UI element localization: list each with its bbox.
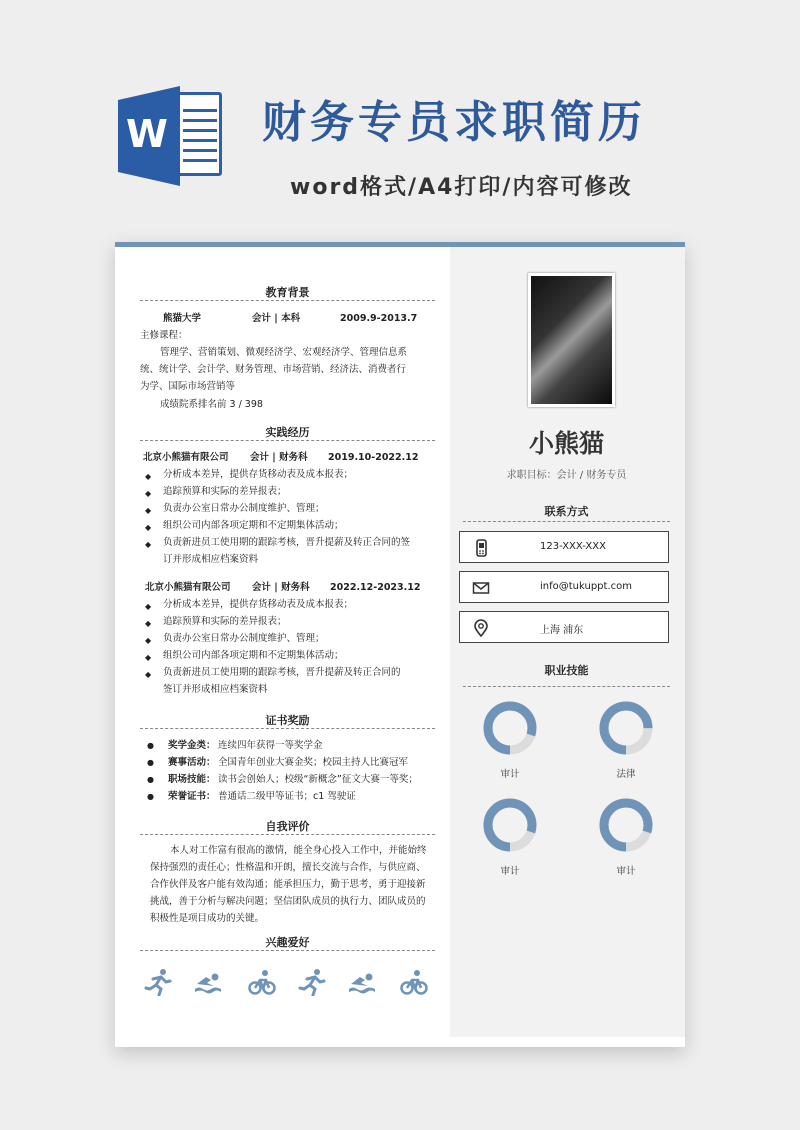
school-name: 熊猫大学 (163, 313, 202, 324)
divider (463, 686, 670, 687)
skill-label: 法律 (616, 769, 636, 780)
profile-objective: 求职目标：会计 / 财务专员 (506, 470, 627, 481)
phone-value: 123-XXX-XXX (540, 541, 606, 552)
swimming-icon (194, 968, 222, 996)
skill-label: 审计 (500, 866, 520, 877)
job-role: 会计 | 财务科 (250, 452, 308, 463)
bullet-icon: ● (147, 775, 154, 784)
awards-title: 证书奖励 (265, 714, 310, 727)
bullet-icon: ● (147, 758, 154, 767)
bullet-icon: ◆ (145, 602, 152, 611)
bullet-icon: ◆ (145, 506, 152, 515)
job-item: 组织公司内部各项定期和不定期集体活动； (163, 520, 344, 531)
self-eval-line: 合作伙伴及客户能有效沟通；能承担压力，勤于思考，勇于迎接新 (150, 879, 426, 890)
job-item: 组织公司内部各项定期和不定期集体活动； (163, 650, 344, 661)
divider (140, 300, 435, 301)
job-item: 追踪预算和实际的差异报表； (163, 486, 287, 497)
bullet-icon: ◆ (145, 540, 152, 549)
job-item: 负责新进员工使用期的跟踪考核，晋升提薪及转正合同的签 (163, 537, 411, 548)
school-major: 会计 | 本科 (252, 313, 301, 324)
divider (140, 834, 435, 835)
bullet-icon: ◆ (145, 653, 152, 662)
skill-ring (482, 700, 538, 756)
courses-line: 为学、国际市场营销等 (140, 381, 236, 392)
courses-label: 主修课程： (140, 330, 188, 341)
page-title: 财务专员求职简历 (262, 97, 646, 148)
job-item: 订并形成相应档案资料 (163, 554, 259, 565)
skill-ring (598, 797, 654, 853)
courses-line: 管理学、营销策划、微观经济学、宏观经济学、管理信息系 (160, 347, 408, 358)
hobbies-title: 兴趣爱好 (265, 936, 310, 949)
award-label: 荣誉证书： (168, 791, 216, 802)
swimming-icon (348, 968, 376, 996)
award-text: 连续四年获得一等奖学金 (218, 740, 323, 751)
self-eval-line: 挑战，善于分析与解决问题；坚信团队成员的执行力、团队成员的 (150, 896, 426, 907)
bullet-icon: ● (147, 792, 154, 801)
address-value: 上海 浦东 (540, 625, 584, 636)
mail-icon (472, 579, 490, 597)
divider (140, 440, 435, 441)
profile-name: 小熊猫 (528, 429, 604, 458)
page-subtitle: word格式/A4打印/内容可修改 (290, 175, 633, 200)
job-item: 分析成本差异，提供存货移动表及成本报表； (163, 469, 354, 480)
contact-address (459, 611, 669, 643)
self-eval-line: 积极性是项目成功的关键。 (150, 913, 265, 924)
self-eval-title: 自我评价 (265, 820, 310, 833)
courses-line: 统、统计学、会计学、财务管理、市场营销、经济法、消费者行 (140, 364, 407, 375)
award-label: 奖学金类： (168, 740, 216, 751)
contact-phone (459, 531, 669, 563)
bullet-icon: ◆ (145, 523, 152, 532)
self-eval-line: 保持强烈的责任心；性格温和开朗，擅长交流与合作，与供应商、 (150, 862, 426, 873)
cycling-icon (400, 968, 428, 996)
contact-title: 联系方式 (544, 505, 589, 518)
self-eval-line: 本人对工作富有很高的激情，能全身心投入工作中，并能始终 (170, 845, 427, 856)
job-company: 北京小熊猫有限公司 (145, 582, 231, 593)
job-item: 追踪预算和实际的差异报表； (163, 616, 287, 627)
skills-title: 职业技能 (544, 664, 589, 677)
rank-text: 成绩院系排名前 3 / 398 (160, 399, 263, 410)
job-company: 北京小熊猫有限公司 (143, 452, 229, 463)
job-item: 负责办公室日常办公制度维护、管理； (163, 503, 325, 514)
award-text: 全国青年创业大赛金奖；校园主持人比赛冠军 (218, 757, 409, 768)
award-label: 赛事活动： (168, 757, 216, 768)
cycling-icon (248, 968, 276, 996)
education-title: 教育背景 (265, 286, 310, 299)
skill-label: 审计 (500, 769, 520, 780)
divider (463, 521, 670, 522)
bullet-icon: ◆ (145, 489, 152, 498)
award-text: 读书会创始人；校级“新概念”征文大赛一等奖； (218, 774, 418, 785)
profile-photo (528, 273, 615, 407)
job-item: 负责新进员工使用期的跟踪考核，晋升提薪及转正合同的 (163, 667, 401, 678)
email-value: info@tukuppt.com (540, 581, 632, 592)
practice-title: 实践经历 (265, 426, 310, 439)
phone-icon (472, 539, 490, 557)
job-item: 签订并形成相应档案资料 (163, 684, 268, 695)
job-role: 会计 | 财务科 (252, 582, 310, 593)
job-period: 2019.10-2022.12 (328, 452, 419, 463)
bullet-icon: ◆ (145, 472, 152, 481)
award-text: 普通话二级甲等证书；c1 驾驶证 (218, 791, 356, 802)
skill-label: 审计 (616, 866, 636, 877)
award-label: 职场技能： (168, 774, 216, 785)
job-item: 负责办公室日常办公制度维护、管理； (163, 633, 325, 644)
job-item: 分析成本差异，提供存货移动表及成本报表； (163, 599, 354, 610)
location-pin-icon (472, 619, 490, 637)
skill-ring (598, 700, 654, 756)
job-period: 2022.12-2023.12 (330, 582, 421, 593)
bullet-icon: ◆ (145, 619, 152, 628)
bullet-icon: ● (147, 741, 154, 750)
bullet-icon: ◆ (145, 636, 152, 645)
contact-email (459, 571, 669, 603)
bullet-icon: ◆ (145, 670, 152, 679)
word-logo-icon: W (118, 86, 223, 186)
running-icon (298, 968, 326, 996)
skill-ring (482, 797, 538, 853)
divider (140, 728, 435, 729)
running-icon (144, 968, 172, 996)
school-period: 2009.9-2013.7 (340, 313, 418, 324)
divider (140, 950, 435, 951)
